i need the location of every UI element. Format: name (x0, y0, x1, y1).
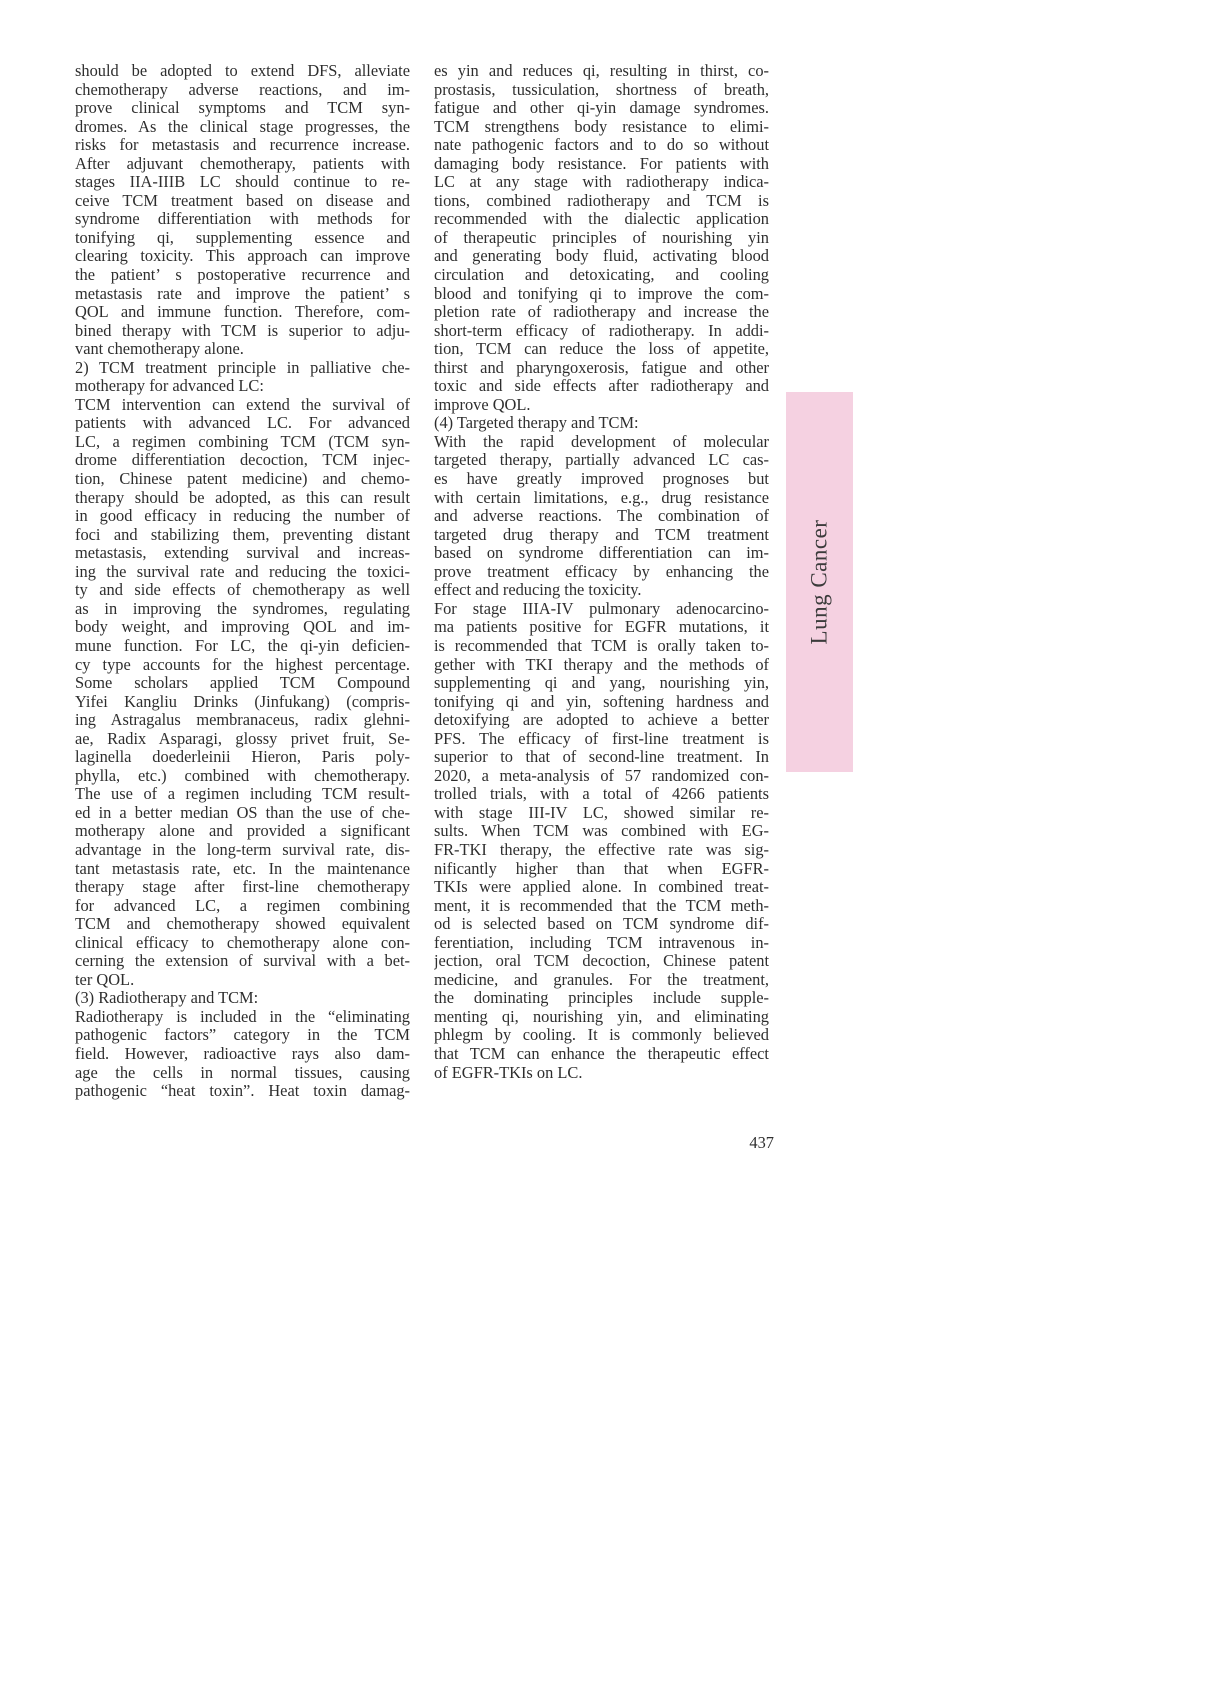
text-line: fatigue and other qi-yin damage syndromes. (434, 99, 769, 118)
text-line: therapy should be adopted, as this can result (75, 488, 410, 507)
text-line: patients with advanced LC. For advanced (75, 414, 410, 433)
text-line: phylla, etc.) combined with chemotherapy. (75, 766, 410, 785)
text-line: in good efficacy in reducing the number of (75, 507, 410, 526)
text-line: FR-TKI therapy, the effective rate was sig- (434, 840, 769, 859)
text-line: TCM and chemotherapy showed equivalent (75, 915, 410, 934)
text-line: pletion rate of radiotherapy and increase the (434, 303, 769, 322)
text-line: phlegm by cooling. It is commonly believed (434, 1026, 769, 1045)
text-line: ty and side effects of chemotherapy as well (75, 581, 410, 600)
text-line: With the rapid development of molecular (434, 432, 769, 451)
text-line: effect and reducing the toxicity. (434, 581, 642, 600)
text-line: of therapeutic principles of nourishing yin (434, 228, 769, 247)
text-line: and adverse reactions. The combination of (434, 507, 769, 526)
text-line: ing Astragalus membranaceus, radix glehni- (75, 711, 410, 730)
text-line: After adjuvant chemotherapy, patients with (75, 154, 410, 173)
text-line: is recommended that TCM is orally taken to- (434, 636, 769, 655)
text-line: pathogenic factors” category in the TCM (75, 1026, 410, 1045)
text-line: the dominating principles include supple- (434, 989, 769, 1008)
text-line: sults. When TCM was combined with EG- (434, 822, 769, 841)
text-line: ing the survival rate and reducing the toxici- (75, 562, 410, 581)
text-line: syndrome differentiation with methods for (75, 210, 410, 229)
chapter-tab-label: Lung Cancer (806, 519, 832, 645)
text-line: jection, oral TCM decoction, Chinese patent (434, 952, 769, 971)
text-line: improve QOL. (434, 395, 531, 414)
text-line: TCM strengthens body resistance to elimi- (434, 117, 769, 136)
text-line: tion, Chinese patent medicine) and chemo- (75, 470, 410, 489)
text-line: Some scholars applied TCM Compound (75, 674, 410, 693)
text-line: od is selected based on TCM syndrome dif- (434, 915, 769, 934)
text-line: Radiotherapy is included in the “eliminating (75, 1007, 410, 1026)
text-line: menting qi, nourishing yin, and eliminating (434, 1007, 769, 1026)
text-line: LC, a regimen combining TCM (TCM syn- (75, 432, 410, 451)
chapter-thumb-tab (786, 392, 853, 772)
text-line: clinical efficacy to chemotherapy alone con- (75, 933, 410, 952)
text-line: motherapy for advanced LC: (75, 377, 264, 396)
text-line: therapy stage after first-line chemotherapy (75, 878, 410, 897)
text-line: medicine, and granules. For the treatment, (434, 970, 769, 989)
text-line: foci and stabilizing them, preventing distant (75, 525, 410, 544)
text-line: cy type accounts for the highest percentage. (75, 655, 410, 674)
text-line: 2020, a meta-analysis of 57 randomized con- (434, 766, 769, 785)
text-line: body weight, and improving QOL and im- (75, 618, 410, 637)
text-line: cerning the extension of survival with a bet- (75, 952, 410, 971)
text-line: with stage III-IV LC, showed similar re- (434, 803, 769, 822)
text-line: stages IIA-IIIB LC should continue to re- (75, 173, 410, 192)
text-line: detoxifying are adopted to achieve a better (434, 711, 769, 730)
text-line: mune function. For LC, the qi-yin deficien- (75, 636, 410, 655)
text-line: metastasis rate and improve the patient’ s (75, 284, 410, 303)
text-line: targeted drug therapy and TCM treatment (434, 525, 769, 544)
text-line: prostasis, tussiculation, shortness of breath, (434, 80, 769, 99)
text-line: prove treatment efficacy by enhancing the (434, 562, 769, 581)
text-line: short-term efficacy of radiotherapy. In addi- (434, 321, 769, 340)
text-column-right (434, 62, 769, 1082)
text-line: LC at any stage with radiotherapy indica- (434, 173, 769, 192)
text-line: laginella doederleinii Hieron, Paris poly- (75, 748, 410, 767)
text-line: (3) Radiotherapy and TCM: (75, 989, 259, 1008)
text-line: that TCM can enhance the therapeutic effect (434, 1044, 769, 1063)
text-line: motherapy alone and provided a significant (75, 822, 410, 841)
text-line: TKIs were applied alone. In combined treat- (434, 878, 769, 897)
text-line: advantage in the long-term survival rate, dis- (75, 840, 410, 859)
text-line: ed in a better median OS than the use of che- (75, 803, 410, 822)
text-line: and generating body fluid, activating blood (434, 247, 769, 266)
text-line: vant chemotherapy alone. (75, 340, 244, 359)
text-line: chemotherapy adverse reactions, and im- (75, 80, 410, 99)
text-line: toxic and side effects after radiotherapy and (434, 377, 769, 396)
text-column-left (75, 62, 410, 1101)
text-line: targeted therapy, partially advanced LC cas- (434, 451, 769, 470)
text-line: supplementing qi and yang, nourishing yin, (434, 674, 769, 693)
text-line: superior to that of second-line treatment. In (434, 748, 769, 767)
text-line: ae, Radix Asparagi, glossy privet fruit, Se- (75, 729, 410, 748)
page-number: 437 (749, 1133, 774, 1152)
text-line: pathogenic “heat toxin”. Heat toxin damag- (75, 1082, 410, 1101)
text-line: circulation and detoxicating, and cooling (434, 266, 769, 285)
text-line: drome differentiation decoction, TCM injec- (75, 451, 410, 470)
text-line: ter QOL. (75, 970, 135, 989)
text-line: (4) Targeted therapy and TCM: (434, 414, 639, 433)
text-line: nate pathogenic factors and to do so without (434, 136, 769, 155)
text-line: dromes. As the clinical stage progresses, the (75, 117, 410, 136)
text-line: prove clinical symptoms and TCM syn- (75, 99, 410, 118)
text-line: tonifying qi and yin, softening hardness and (434, 692, 769, 711)
text-line: ceive TCM treatment based on disease and (75, 191, 410, 210)
text-line: trolled trials, with a total of 4266 patients (434, 785, 769, 804)
text-line: tions, combined radiotherapy and TCM is (434, 191, 769, 210)
text-line: ment, it is recommended that the TCM meth- (434, 896, 769, 915)
text-line: The use of a regimen including TCM result- (75, 785, 410, 804)
text-line: tion, TCM can reduce the loss of appetite, (434, 340, 769, 359)
text-line: es have greatly improved prognoses but (434, 470, 769, 489)
text-line: of EGFR-TKIs on LC. (434, 1063, 583, 1082)
text-line: bined therapy with TCM is superior to adju- (75, 321, 410, 340)
text-line: For stage IIIA-IV pulmonary adenocarcino- (434, 599, 769, 618)
text-line: risks for metastasis and recurrence increase. (75, 136, 410, 155)
text-line: for advanced LC, a regimen combining (75, 896, 410, 915)
text-line: damaging body resistance. For patients with (434, 154, 769, 173)
text-line: should be adopted to extend DFS, alleviate (75, 62, 410, 80)
text-line: the patient’ s postoperative recurrence and (75, 266, 410, 285)
text-line: recommended with the dialectic application (434, 210, 769, 229)
text-line: PFS. The efficacy of first-line treatment is (434, 729, 769, 748)
text-line: Yifei Kangliu Drinks (Jinfukang) (compris- (75, 692, 410, 711)
text-line: thirst and pharyngoxerosis, fatigue and other (434, 358, 769, 377)
text-line: as in improving the syndromes, regulating (75, 599, 410, 618)
text-line: field. However, radioactive rays also dam- (75, 1044, 410, 1063)
text-line: gether with TKI therapy and the methods of (434, 655, 769, 674)
text-line: es yin and reduces qi, resulting in thirst, co- (434, 62, 769, 80)
text-line: nificantly higher than that when EGFR- (434, 859, 769, 878)
text-line: metastasis, extending survival and increas- (75, 544, 410, 563)
text-line: tonifying qi, supplementing essence and (75, 228, 410, 247)
text-line: QOL and immune function. Therefore, com- (75, 303, 410, 322)
text-line: blood and tonifying qi to improve the com- (434, 284, 769, 303)
text-line: ma patients positive for EGFR mutations, it (434, 618, 769, 637)
text-line: ferentiation, including TCM intravenous in- (434, 933, 769, 952)
text-line: age the cells in normal tissues, causing (75, 1063, 410, 1082)
text-line: 2) TCM treatment principle in palliative che- (75, 358, 410, 377)
text-line: tant metastasis rate, etc. In the maintenance (75, 859, 410, 878)
text-line: with certain limitations, e.g., drug resistance (434, 488, 769, 507)
text-line: based on syndrome differentiation can im- (434, 544, 769, 563)
text-line: clearing toxicity. This approach can improve (75, 247, 410, 266)
text-line: TCM intervention can extend the survival of (75, 395, 410, 414)
